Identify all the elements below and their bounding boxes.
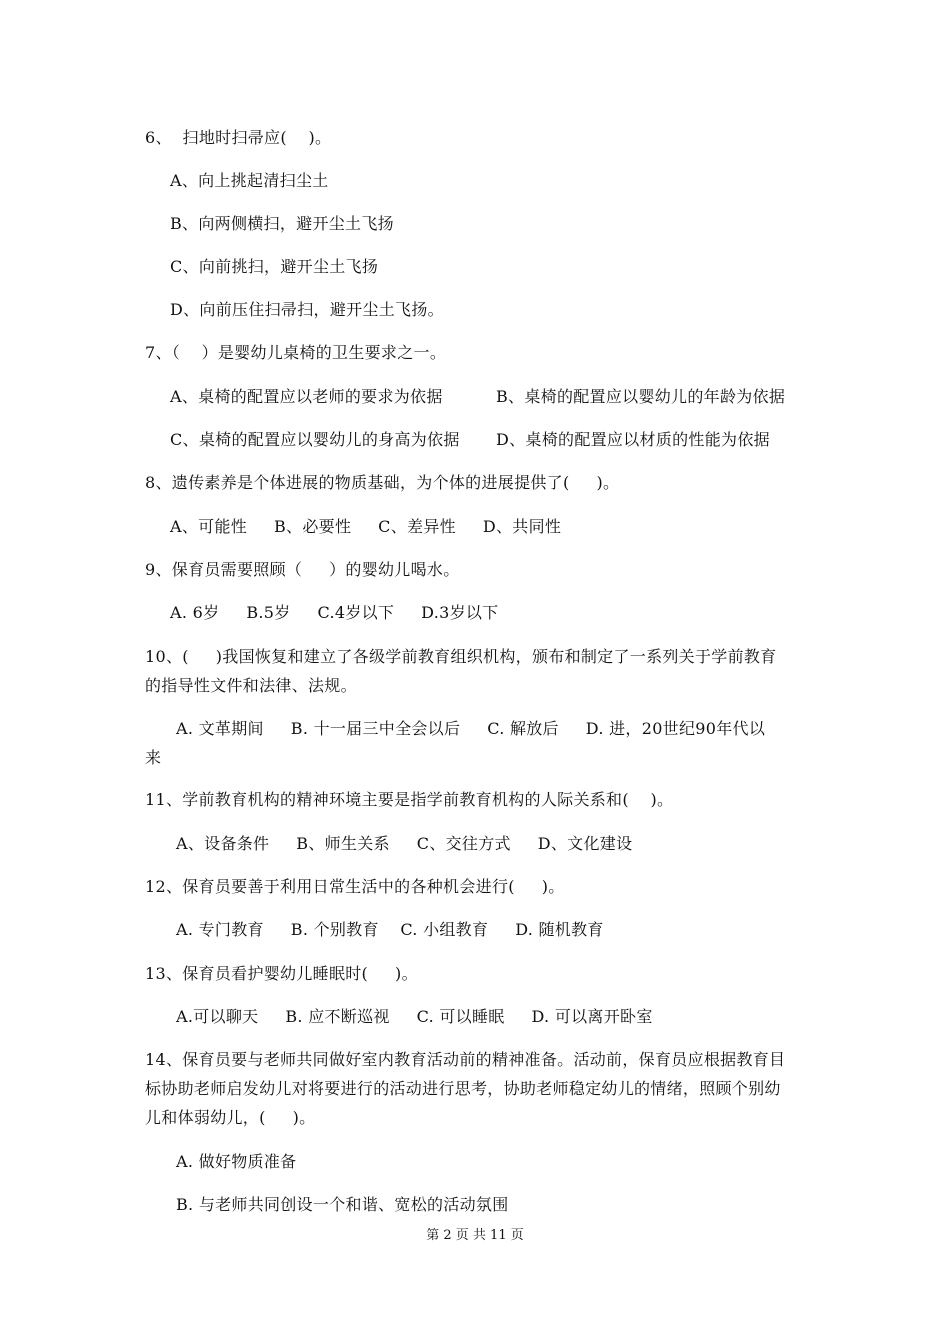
question-10-options-line-1: A. 文革期间 B. 十一届三中全会以后 C. 解放后 D. 进，20世纪90年代以 — [176, 719, 766, 738]
question-13-options: A.可以聊天 B. 应不断巡视 C. 可以睡眠 D. 可以离开卧室 — [176, 1007, 653, 1026]
question-7-option-b: B、桌椅的配置应以婴幼儿的年龄为依据 — [496, 387, 786, 406]
question-6-option-b: B、向两侧横扫，避开尘土飞扬 — [170, 214, 394, 233]
question-7-option-d: D、桌椅的配置应以材质的性能为依据 — [496, 430, 770, 449]
question-6-stem: 6、 扫地时扫帚应( )。 — [145, 128, 332, 147]
question-11-stem: 11、学前教育机构的精神环境主要是指学前教育机构的人际关系和( )。 — [145, 790, 674, 809]
question-14-stem-line-1: 14、保育员要与老师共同做好室内教育活动前的精神准备。活动前，保育员应根据教育目 — [145, 1050, 786, 1069]
question-12-stem: 12、保育员要善于利用日常生活中的各种机会进行( )。 — [145, 877, 565, 896]
question-7-option-c: C、桌椅的配置应以婴幼儿的身高为依据 — [170, 430, 460, 449]
question-6-option-c: C、向前挑扫，避开尘土飞扬 — [170, 257, 379, 276]
question-9-options: A. 6岁 B.5岁 C.4岁以下 D.3岁以下 — [170, 603, 499, 622]
question-14-option-b: B. 与老师共同创设一个和谐、宽松的活动氛围 — [176, 1195, 509, 1214]
question-12-options: A. 专门教育 B. 个别教育 C. 小组教育 D. 随机教育 — [176, 920, 604, 939]
question-7-stem: 7、（ ）是婴幼儿桌椅的卫生要求之一。 — [145, 343, 447, 362]
question-11-options: A、设备条件 B、师生关系 C、交往方式 D、文化建设 — [176, 834, 633, 853]
question-8-options: A、可能性 B、必要性 C、差异性 D、共同性 — [170, 517, 562, 536]
question-14-stem-line-3: 儿和体弱幼儿，( )。 — [145, 1108, 316, 1127]
question-9-stem: 9、保育员需要照顾（ ）的婴幼儿喝水。 — [145, 560, 460, 579]
page-footer: 第 2 页 共 11 页 — [426, 1228, 524, 1243]
question-14-stem-line-2: 标协助老师启发幼儿对将要进行的活动进行思考，协助老师稳定幼儿的情绪，照顾个别幼 — [145, 1079, 781, 1098]
question-6-option-a: A、向上挑起清扫尘土 — [170, 171, 329, 190]
question-10-options-line-2: 来 — [145, 748, 162, 767]
question-6-option-d: D、向前压住扫帚扫，避开尘土飞扬。 — [170, 300, 444, 319]
question-13-stem: 13、保育员看护婴幼儿睡眠时( )。 — [145, 964, 418, 983]
question-8-stem: 8、遗传素养是个体进展的物质基础，为个体的进展提供了( )。 — [145, 473, 620, 492]
question-14-option-a: A. 做好物质准备 — [176, 1152, 297, 1171]
question-10-stem-line-1: 10、( )我国恢复和建立了各级学前教育组织机构，颁布和制定了一系列关于学前教育 — [145, 647, 777, 666]
question-10-stem-line-2: 的指导性文件和法律、法规。 — [145, 676, 357, 695]
question-7-option-a: A、桌椅的配置应以老师的要求为依据 — [170, 387, 443, 406]
